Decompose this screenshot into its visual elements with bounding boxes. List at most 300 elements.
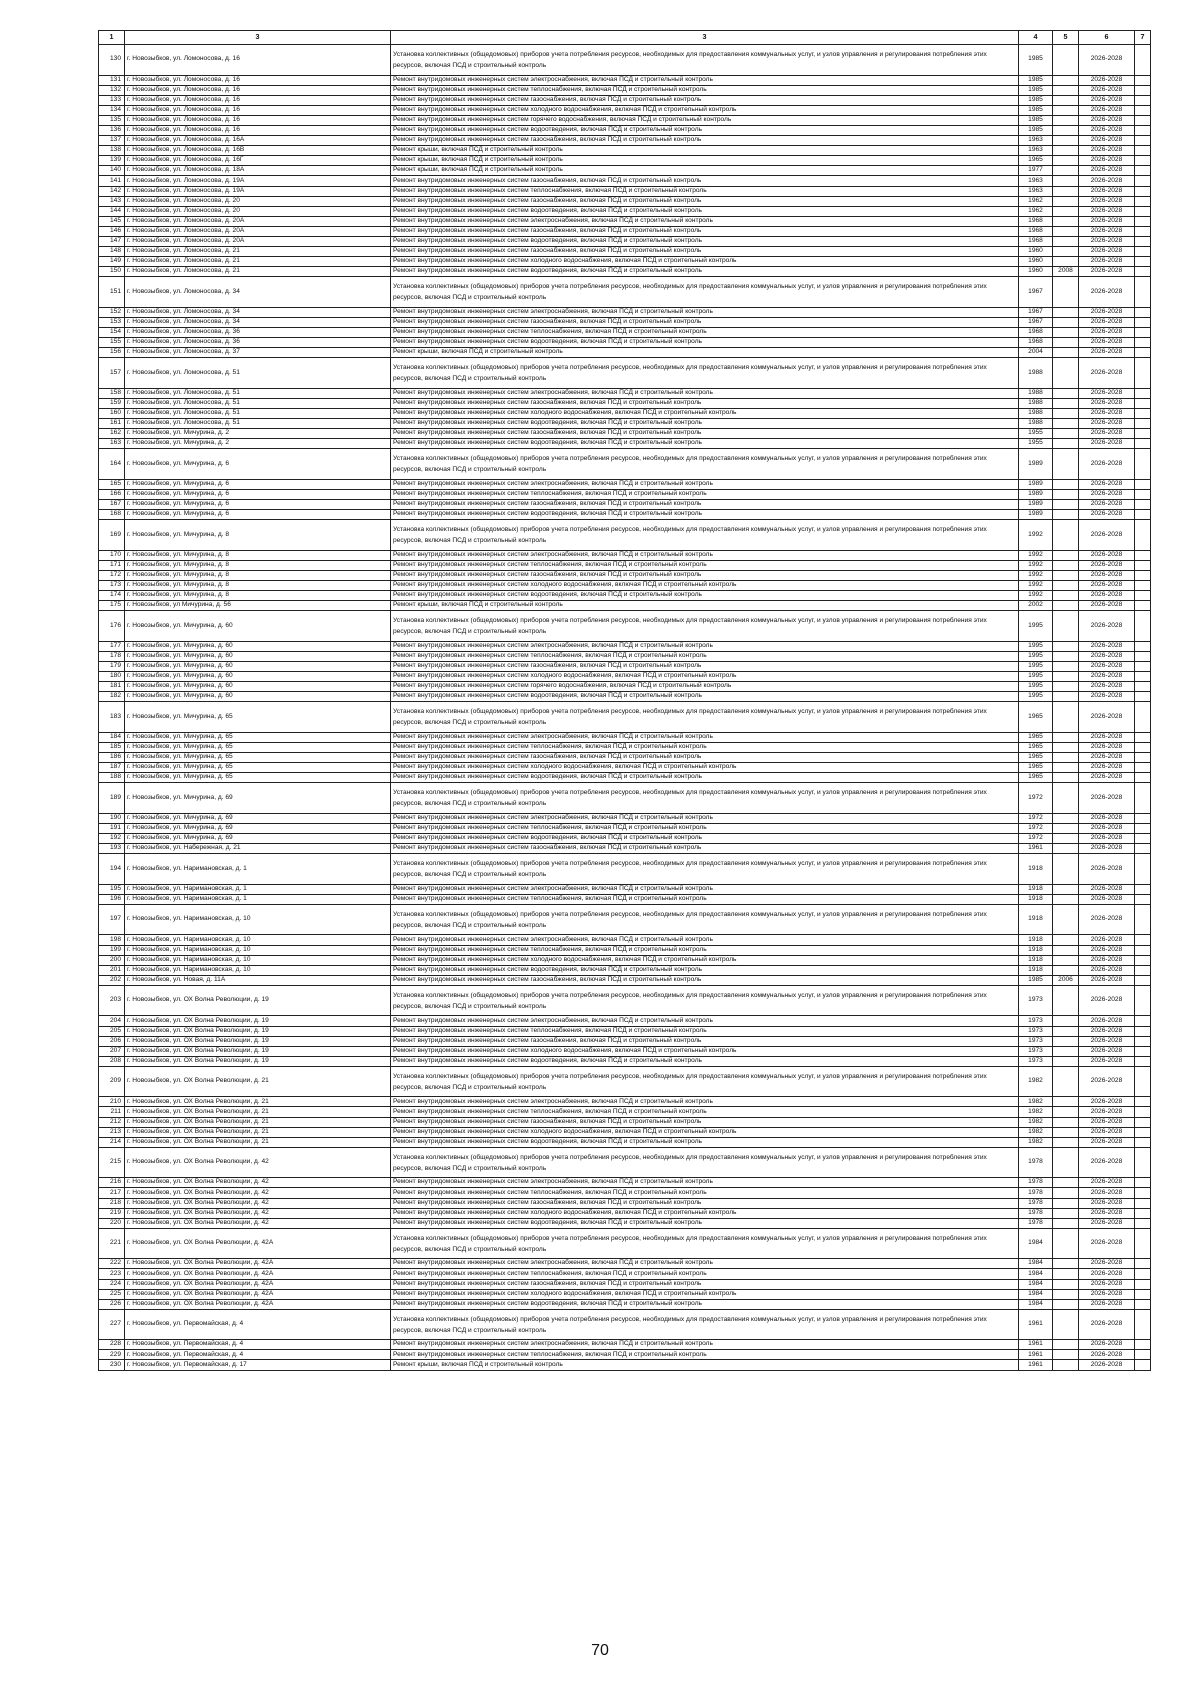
planned-period: 2026-2028 [1079, 672, 1135, 682]
planned-period: 2026-2028 [1079, 753, 1135, 763]
table-row [99, 1097, 1151, 1107]
extra-cell [1135, 813, 1151, 823]
building-address: г. Новозыбков, ул. ОХ Волна Революции, д. 19 [125, 1026, 391, 1036]
build-year: 1978 [1019, 1218, 1053, 1228]
work-type: Ремонт внутридомовых инженерных систем холодного водоснабжения, включая ПСД и строительный контроль [391, 1046, 1019, 1056]
table-row [99, 641, 1151, 651]
planned-period: 2026-2028 [1079, 1198, 1135, 1208]
table-row [99, 672, 1151, 682]
work-type: Установка коллективных (общедомовых) приборов учета потребления ресурсов, необходимых для предоставления коммунальных услуг, и узлов управления и регулирования потребления этих ресурсов, включая ПСД и строительный контроль [391, 520, 1019, 551]
table-row [99, 1137, 1151, 1147]
extra-cell [1135, 935, 1151, 945]
extra-cell [1135, 398, 1151, 408]
table-row [99, 1046, 1151, 1056]
planned-period: 2026-2028 [1079, 226, 1135, 236]
build-year: 1967 [1019, 277, 1053, 308]
build-year: 1978 [1019, 1208, 1053, 1218]
last-repair-year [1053, 1198, 1079, 1208]
last-repair-year [1053, 125, 1079, 135]
building-address: г. Новозыбков, ул. ОХ Волна Революции, д. 42А [125, 1289, 391, 1299]
extra-cell [1135, 965, 1151, 975]
row-number: 205 [99, 1026, 125, 1036]
last-repair-year [1053, 419, 1079, 429]
extra-cell [1135, 672, 1151, 682]
extra-cell [1135, 1259, 1151, 1269]
build-year: 1960 [1019, 247, 1053, 257]
extra-cell [1135, 1269, 1151, 1279]
build-year: 1973 [1019, 1036, 1053, 1046]
build-year: 1989 [1019, 479, 1053, 489]
table-row [99, 1117, 1151, 1127]
row-number: 179 [99, 662, 125, 672]
planned-period: 2026-2028 [1079, 1218, 1135, 1228]
building-address: г. Новозыбков, ул. Ломоносова, д. 16 [125, 105, 391, 115]
last-repair-year [1053, 1340, 1079, 1350]
table-row [99, 611, 1151, 642]
build-year: 1918 [1019, 884, 1053, 894]
last-repair-year [1053, 307, 1079, 317]
extra-cell [1135, 186, 1151, 196]
row-number: 155 [99, 338, 125, 348]
extra-cell [1135, 1147, 1151, 1178]
extra-cell [1135, 146, 1151, 156]
build-year: 1965 [1019, 743, 1053, 753]
build-year: 1973 [1019, 1056, 1053, 1066]
build-year: 1972 [1019, 813, 1053, 823]
planned-period: 2026-2028 [1079, 510, 1135, 520]
planned-period: 2026-2028 [1079, 479, 1135, 489]
last-repair-year [1053, 570, 1079, 580]
row-number: 210 [99, 1097, 125, 1107]
last-repair-year [1053, 834, 1079, 844]
planned-period: 2026-2028 [1079, 176, 1135, 186]
work-type: Ремонт внутридомовых инженерных систем холодного водоснабжения, включая ПСД и строительный контроль [391, 409, 1019, 419]
planned-period: 2026-2028 [1079, 409, 1135, 419]
building-address: г. Новозыбков, ул. ОХ Волна Революции, д. 19 [125, 1036, 391, 1046]
building-address: г. Новозыбков, ул. ОХ Волна Революции, д. 42 [125, 1198, 391, 1208]
build-year: 1968 [1019, 338, 1053, 348]
build-year: 1918 [1019, 894, 1053, 904]
planned-period: 2026-2028 [1079, 186, 1135, 196]
extra-cell [1135, 479, 1151, 489]
row-number: 190 [99, 813, 125, 823]
build-year: 1978 [1019, 1198, 1053, 1208]
work-type: Установка коллективных (общедомовых) приборов учета потребления ресурсов, необходимых для предоставления коммунальных услуг, и узлов управления и регулирования потребления этих ресурсов, включая ПСД и строительный контроль [391, 1309, 1019, 1340]
last-repair-year [1053, 581, 1079, 591]
extra-cell [1135, 884, 1151, 894]
row-number: 191 [99, 823, 125, 833]
building-address: г. Новозыбков, ул. Ломоносова, д. 20А [125, 237, 391, 247]
build-year: 1985 [1019, 975, 1053, 985]
table-row [99, 196, 1151, 206]
build-year: 1963 [1019, 146, 1053, 156]
row-number: 189 [99, 783, 125, 814]
extra-cell [1135, 237, 1151, 247]
build-year: 1992 [1019, 520, 1053, 551]
build-year: 1963 [1019, 186, 1053, 196]
table-row [99, 1026, 1151, 1036]
planned-period: 2026-2028 [1079, 196, 1135, 206]
building-address: г. Новозыбков, ул. Наримановская, д. 1 [125, 854, 391, 885]
extra-cell [1135, 591, 1151, 601]
row-number: 133 [99, 95, 125, 105]
table-row [99, 1228, 1151, 1259]
extra-cell [1135, 894, 1151, 904]
last-repair-year [1053, 1066, 1079, 1097]
build-year: 1984 [1019, 1289, 1053, 1299]
building-address: г. Новозыбков, ул. Мичурина, д. 69 [125, 813, 391, 823]
row-number: 150 [99, 267, 125, 277]
table-row [99, 216, 1151, 226]
building-address: г. Новозыбков, ул. Ломоносова, д. 18А [125, 166, 391, 176]
last-repair-year [1053, 550, 1079, 560]
planned-period: 2026-2028 [1079, 348, 1135, 358]
building-address: г. Новозыбков, ул. Ломоносова, д. 20 [125, 206, 391, 216]
extra-cell [1135, 257, 1151, 267]
table-row [99, 1066, 1151, 1097]
build-year: 1985 [1019, 105, 1053, 115]
work-type: Ремонт внутридомовых инженерных систем холодного водоснабжения, включая ПСД и строительный контроль [391, 105, 1019, 115]
row-number: 142 [99, 186, 125, 196]
building-address: г. Новозыбков, ул. Ломоносова, д. 34 [125, 317, 391, 327]
last-repair-year [1053, 176, 1079, 186]
row-number: 209 [99, 1066, 125, 1097]
building-address: г. Новозыбков, ул. Первомайская, д. 4 [125, 1340, 391, 1350]
planned-period: 2026-2028 [1079, 490, 1135, 500]
work-type: Ремонт внутридомовых инженерных систем газоснабжения, включая ПСД и строительный контроль [391, 136, 1019, 146]
build-year: 1965 [1019, 732, 1053, 742]
planned-period: 2026-2028 [1079, 1350, 1135, 1360]
extra-cell [1135, 1340, 1151, 1350]
work-type: Установка коллективных (общедомовых) приборов учета потребления ресурсов, необходимых для предоставления коммунальных услуг, и узлов управления и регулирования потребления этих ресурсов, включая ПСД и строительный контроль [391, 783, 1019, 814]
table-row [99, 985, 1151, 1016]
row-number: 226 [99, 1299, 125, 1309]
last-repair-year [1053, 560, 1079, 570]
extra-cell [1135, 490, 1151, 500]
table-row [99, 1259, 1151, 1269]
table-row [99, 965, 1151, 975]
work-type: Ремонт внутридомовых инженерных систем электроснабжения, включая ПСД и строительный контроль [391, 479, 1019, 489]
build-year: 1992 [1019, 560, 1053, 570]
extra-cell [1135, 702, 1151, 733]
building-address: г. Новозыбков, ул. Мичурина, д. 65 [125, 773, 391, 783]
work-type: Ремонт внутридомовых инженерных систем газоснабжения, включая ПСД и строительный контроль [391, 176, 1019, 186]
last-repair-year [1053, 1016, 1079, 1026]
row-number: 136 [99, 125, 125, 135]
table-row [99, 813, 1151, 823]
build-year: 1988 [1019, 358, 1053, 389]
building-address: г. Новозыбков, ул. Ломоносова, д. 37 [125, 348, 391, 358]
table-body [99, 45, 1151, 1371]
work-type: Ремонт внутридомовых инженерных систем электроснабжения, включая ПСД и строительный контроль [391, 732, 1019, 742]
work-type: Ремонт внутридомовых инженерных систем водоотведения, включая ПСД и строительный контроль [391, 1218, 1019, 1228]
planned-period: 2026-2028 [1079, 1269, 1135, 1279]
build-year: 1918 [1019, 965, 1053, 975]
row-number: 188 [99, 773, 125, 783]
extra-cell [1135, 601, 1151, 611]
work-type: Ремонт внутридомовых инженерных систем газоснабжения, включая ПСД и строительный контроль [391, 226, 1019, 236]
build-year: 1968 [1019, 226, 1053, 236]
last-repair-year: 2006 [1053, 975, 1079, 985]
extra-cell [1135, 1279, 1151, 1289]
last-repair-year [1053, 75, 1079, 85]
planned-period: 2026-2028 [1079, 398, 1135, 408]
planned-period: 2026-2028 [1079, 1026, 1135, 1036]
last-repair-year [1053, 1350, 1079, 1360]
building-address: г. Новозыбков, ул. Ломоносова, д. 16В [125, 146, 391, 156]
build-year: 1978 [1019, 1178, 1053, 1188]
extra-cell [1135, 945, 1151, 955]
build-year: 1955 [1019, 429, 1053, 439]
row-number: 164 [99, 449, 125, 480]
row-number: 132 [99, 85, 125, 95]
planned-period: 2026-2028 [1079, 692, 1135, 702]
work-type: Ремонт внутридомовых инженерных систем газоснабжения, включая ПСД и строительный контроль [391, 196, 1019, 206]
table-row [99, 1269, 1151, 1279]
planned-period: 2026-2028 [1079, 955, 1135, 965]
planned-period: 2026-2028 [1079, 1147, 1135, 1178]
last-repair-year [1053, 611, 1079, 642]
work-type: Ремонт внутридомовых инженерных систем водоотведения, включая ПСД и строительный контроль [391, 692, 1019, 702]
building-address: г. Новозыбков, ул. Ломоносова, д. 51 [125, 358, 391, 389]
extra-cell [1135, 75, 1151, 85]
work-type: Ремонт внутридомовых инженерных систем электроснабжения, включая ПСД и строительный контроль [391, 388, 1019, 398]
work-type: Ремонт внутридомовых инженерных систем теплоснабжения, включая ПСД и строительный контроль [391, 945, 1019, 955]
last-repair-year [1053, 398, 1079, 408]
work-type: Ремонт внутридомовых инженерных систем водоотведения, включая ПСД и строительный контроль [391, 338, 1019, 348]
work-type: Ремонт внутридомовых инженерных систем электроснабжения, включая ПСД и строительный контроль [391, 884, 1019, 894]
row-number: 130 [99, 45, 125, 76]
last-repair-year [1053, 1107, 1079, 1117]
row-number: 214 [99, 1137, 125, 1147]
work-type: Ремонт внутридомовых инженерных систем водоотведения, включая ПСД и строительный контроль [391, 1299, 1019, 1309]
build-year: 1984 [1019, 1259, 1053, 1269]
col-header-planned-period: 6 [1079, 31, 1135, 45]
planned-period: 2026-2028 [1079, 1208, 1135, 1218]
build-year: 1985 [1019, 75, 1053, 85]
last-repair-year [1053, 237, 1079, 247]
build-year: 1985 [1019, 45, 1053, 76]
build-year: 1963 [1019, 136, 1053, 146]
last-repair-year [1053, 1228, 1079, 1259]
build-year: 1995 [1019, 682, 1053, 692]
planned-period: 2026-2028 [1079, 985, 1135, 1016]
extra-cell [1135, 1198, 1151, 1208]
column-header-row [99, 31, 1151, 45]
building-address: г. Новозыбков, ул. Набережная, д. 21 [125, 844, 391, 854]
planned-period: 2026-2028 [1079, 216, 1135, 226]
table-row [99, 975, 1151, 985]
planned-period: 2026-2028 [1079, 682, 1135, 692]
row-number: 223 [99, 1269, 125, 1279]
last-repair-year [1053, 409, 1079, 419]
building-address: г. Новозыбков, ул. Первомайская, д. 4 [125, 1309, 391, 1340]
work-type: Ремонт внутридомовых инженерных систем водоотведения, включая ПСД и строительный контроль [391, 591, 1019, 601]
last-repair-year [1053, 1056, 1079, 1066]
row-number: 176 [99, 611, 125, 642]
extra-cell [1135, 85, 1151, 95]
row-number: 182 [99, 692, 125, 702]
extra-cell [1135, 581, 1151, 591]
building-address: г. Новозыбков, ул. Ломоносова, д. 20А [125, 226, 391, 236]
table-row [99, 166, 1151, 176]
building-address: г. Новозыбков, ул. Ломоносова, д. 20А [125, 216, 391, 226]
work-type: Ремонт внутридомовых инженерных систем газоснабжения, включая ПСД и строительный контроль [391, 398, 1019, 408]
last-repair-year [1053, 783, 1079, 814]
building-address: г. Новозыбков, ул. ОХ Волна Революции, д. 19 [125, 1046, 391, 1056]
work-type: Ремонт внутридомовых инженерных систем электроснабжения, включая ПСД и строительный контроль [391, 1340, 1019, 1350]
table-row [99, 601, 1151, 611]
table-row [99, 581, 1151, 591]
extra-cell [1135, 1127, 1151, 1137]
last-repair-year [1053, 955, 1079, 965]
build-year: 1972 [1019, 823, 1053, 833]
extra-cell [1135, 682, 1151, 692]
extra-cell [1135, 338, 1151, 348]
row-number: 158 [99, 388, 125, 398]
building-address: г. Новозыбков, ул. Мичурина, д. 8 [125, 570, 391, 580]
build-year: 1989 [1019, 490, 1053, 500]
building-address: г. Новозыбков, ул. Ломоносова, д. 20 [125, 196, 391, 206]
last-repair-year [1053, 1097, 1079, 1107]
build-year: 1982 [1019, 1097, 1053, 1107]
table-row [99, 409, 1151, 419]
work-type: Ремонт внутридомовых инженерных систем газоснабжения, включая ПСД и строительный контроль [391, 95, 1019, 105]
building-address: г. Новозыбков, ул. ОХ Волна Революции, д. 42А [125, 1259, 391, 1269]
last-repair-year [1053, 166, 1079, 176]
building-address: г. Новозыбков, ул. Мичурина, д. 6 [125, 500, 391, 510]
building-address: г. Новозыбков, ул. Мичурина, д. 60 [125, 611, 391, 642]
work-type: Ремонт внутридомовых инженерных систем водоотведения, включая ПСД и строительный контроль [391, 419, 1019, 429]
row-number: 167 [99, 500, 125, 510]
planned-period: 2026-2028 [1079, 570, 1135, 580]
table-row [99, 449, 1151, 480]
last-repair-year [1053, 257, 1079, 267]
table-row [99, 267, 1151, 277]
row-number: 193 [99, 844, 125, 854]
table-row [99, 1198, 1151, 1208]
build-year: 1992 [1019, 550, 1053, 560]
extra-cell [1135, 1309, 1151, 1340]
build-year: 1978 [1019, 1188, 1053, 1198]
row-number: 141 [99, 176, 125, 186]
last-repair-year [1053, 732, 1079, 742]
work-type: Ремонт внутридомовых инженерных систем водоотведения, включая ПСД и строительный контроль [391, 773, 1019, 783]
col-header-address: 3 [125, 31, 391, 45]
row-number: 157 [99, 358, 125, 389]
row-number: 222 [99, 1259, 125, 1269]
last-repair-year [1053, 216, 1079, 226]
extra-cell [1135, 753, 1151, 763]
last-repair-year [1053, 479, 1079, 489]
last-repair-year [1053, 510, 1079, 520]
last-repair-year [1053, 935, 1079, 945]
building-address: г. Новозыбков, ул. ОХ Волна Революции, д. 42А [125, 1299, 391, 1309]
work-type: Ремонт внутридомовых инженерных систем электроснабжения, включая ПСД и строительный контроль [391, 813, 1019, 823]
last-repair-year [1053, 500, 1079, 510]
planned-period: 2026-2028 [1079, 1107, 1135, 1117]
table-row [99, 388, 1151, 398]
last-repair-year [1053, 854, 1079, 885]
work-type: Ремонт внутридомовых инженерных систем электроснабжения, включая ПСД и строительный контроль [391, 935, 1019, 945]
extra-cell [1135, 611, 1151, 642]
row-number: 149 [99, 257, 125, 267]
build-year: 1989 [1019, 500, 1053, 510]
build-year: 1988 [1019, 419, 1053, 429]
work-type: Ремонт внутридомовых инженерных систем теплоснабжения, включая ПСД и строительный контроль [391, 85, 1019, 95]
last-repair-year [1053, 247, 1079, 257]
building-address: г. Новозыбков, ул. Ломоносова, д. 16 [125, 85, 391, 95]
last-repair-year [1053, 196, 1079, 206]
last-repair-year [1053, 884, 1079, 894]
last-repair-year [1053, 1279, 1079, 1289]
table-row [99, 894, 1151, 904]
planned-period: 2026-2028 [1079, 267, 1135, 277]
work-type: Ремонт внутридомовых инженерных систем водоотведения, включая ПСД и строительный контроль [391, 206, 1019, 216]
row-number: 220 [99, 1218, 125, 1228]
last-repair-year [1053, 1026, 1079, 1036]
work-type: Ремонт внутридомовых инженерных систем холодного водоснабжения, включая ПСД и строительный контроль [391, 1289, 1019, 1299]
build-year: 1995 [1019, 672, 1053, 682]
build-year: 1955 [1019, 439, 1053, 449]
building-address: г. Новозыбков, ул. Наримановская, д. 10 [125, 904, 391, 935]
work-type: Ремонт внутридомовых инженерных систем холодного водоснабжения, включая ПСД и строительный контроль [391, 1208, 1019, 1218]
row-number: 194 [99, 854, 125, 885]
last-repair-year [1053, 1309, 1079, 1340]
build-year: 1972 [1019, 783, 1053, 814]
row-number: 207 [99, 1046, 125, 1056]
table-row [99, 945, 1151, 955]
build-year: 1968 [1019, 216, 1053, 226]
build-year: 1973 [1019, 1046, 1053, 1056]
build-year: 1982 [1019, 1066, 1053, 1097]
extra-cell [1135, 1137, 1151, 1147]
table-row [99, 186, 1151, 196]
extra-cell [1135, 823, 1151, 833]
planned-period: 2026-2028 [1079, 1188, 1135, 1198]
row-number: 146 [99, 226, 125, 236]
last-repair-year [1053, 1188, 1079, 1198]
last-repair-year [1053, 115, 1079, 125]
last-repair-year [1053, 520, 1079, 551]
build-year: 1962 [1019, 196, 1053, 206]
table-row [99, 753, 1151, 763]
building-address: г. Новозыбков, ул. Новая, д. 11А [125, 975, 391, 985]
row-number: 183 [99, 702, 125, 733]
work-type: Ремонт внутридомовых инженерных систем электроснабжения, включая ПСД и строительный контроль [391, 641, 1019, 651]
last-repair-year [1053, 358, 1079, 389]
row-number: 178 [99, 651, 125, 661]
planned-period: 2026-2028 [1079, 105, 1135, 115]
planned-period: 2026-2028 [1079, 439, 1135, 449]
work-type: Установка коллективных (общедомовых) приборов учета потребления ресурсов, необходимых для предоставления коммунальных услуг, и узлов управления и регулирования потребления этих ресурсов, включая ПСД и строительный контроль [391, 358, 1019, 389]
last-repair-year [1053, 449, 1079, 480]
planned-period: 2026-2028 [1079, 115, 1135, 125]
last-repair-year [1053, 226, 1079, 236]
last-repair-year [1053, 1259, 1079, 1269]
build-year: 1992 [1019, 570, 1053, 580]
row-number: 160 [99, 409, 125, 419]
work-type: Ремонт внутридомовых инженерных систем теплоснабжения, включая ПСД и строительный контроль [391, 1107, 1019, 1117]
building-address: г. Новозыбков, ул. ОХ Волна Революции, д. 42А [125, 1279, 391, 1289]
extra-cell [1135, 409, 1151, 419]
work-type: Ремонт внутридомовых инженерных систем водоотведения, включая ПСД и строительный контроль [391, 267, 1019, 277]
work-type: Ремонт внутридомовых инженерных систем теплоснабжения, включая ПСД и строительный контроль [391, 1026, 1019, 1036]
work-type: Установка коллективных (общедомовых) приборов учета потребления ресурсов, необходимых для предоставления коммунальных услуг, и узлов управления и регулирования потребления этих ресурсов, включая ПСД и строительный контроль [391, 449, 1019, 480]
planned-period: 2026-2028 [1079, 1117, 1135, 1127]
extra-cell [1135, 1056, 1151, 1066]
extra-cell [1135, 510, 1151, 520]
